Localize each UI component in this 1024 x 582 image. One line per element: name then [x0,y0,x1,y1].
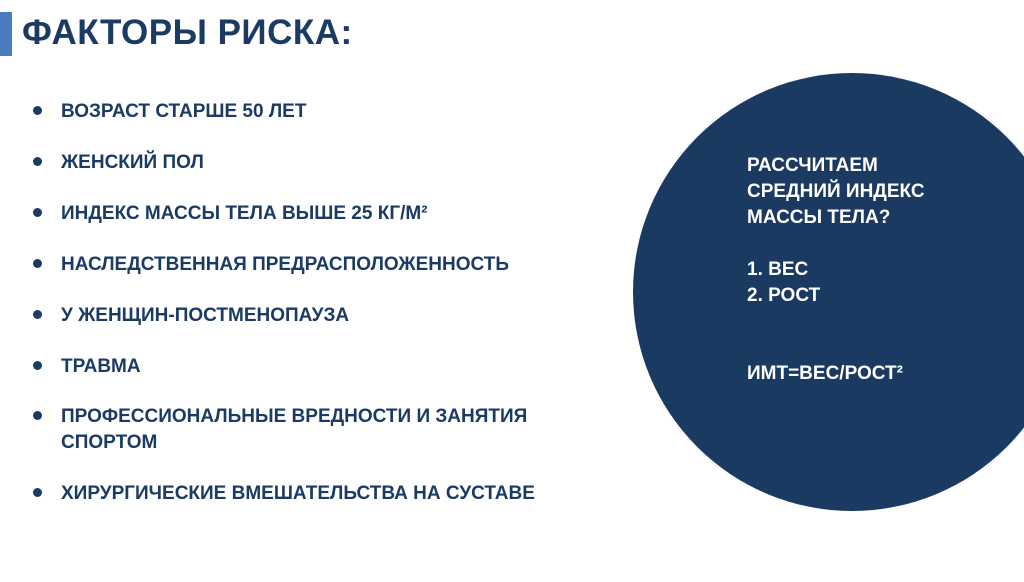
title-accent-bar [0,12,12,56]
bullet-dot-icon [33,488,42,497]
bullet-item [33,150,623,176]
slide-title: ФАКТОРЫ РИСКА: [22,13,353,52]
bullet-dot-icon [33,157,42,166]
bmi-question-line: МАССЫ ТЕЛА? [747,207,891,228]
bullet-item [33,404,623,456]
bullet-dot-icon [33,106,42,115]
bmi-info [747,153,1007,387]
bullet-text: У ЖЕНЩИН-ПОСТМЕНОПАУЗА [61,305,350,326]
bullet-text: ЖЕНСКИЙ ПОЛ [61,152,204,173]
bullet-dot-icon [33,208,42,217]
bmi-step: 1. ВЕС [747,259,809,280]
bullet-text: ХИРУРГИЧЕСКИЕ ВМЕШАТЕЛЬСТВА НА СУСТАВЕ [61,483,535,504]
bullet-item [33,201,623,227]
bullet-item [33,252,623,278]
bullet-text: ВОЗРАСТ СТАРШЕ 50 ЛЕТ [61,101,307,122]
bullet-dot-icon [33,411,42,420]
bullet-dot-icon [33,259,42,268]
bullet-item [33,481,623,507]
bullet-dot-icon [33,361,42,370]
bullet-text: НАСЛЕДСТВЕННАЯ ПРЕДРАСПОЛОЖЕННОСТЬ [61,254,510,275]
bmi-step: 2. РОСТ [747,285,821,306]
bmi-formula: ИМТ=ВЕС/РОСТ² [747,363,903,384]
bullet-dot-icon [33,310,42,319]
bmi-question-line: РАССЧИТАЕМ [747,155,878,176]
bullet-item [33,99,623,125]
bmi-question-line: СРЕДНИЙ ИНДЕКС [747,181,925,202]
bullet-text: ТРАВМА [61,356,141,377]
bullet-text: ИНДЕКС МАССЫ ТЕЛА ВЫШЕ 25 КГ/М² [61,203,428,224]
bullet-item [33,354,623,380]
bullet-item [33,303,623,329]
bullet-text: ПРОФЕССИОНАЛЬНЫЕ ВРЕДНОСТИ И ЗАНЯТИЯ СПОРТОМ [61,406,528,453]
